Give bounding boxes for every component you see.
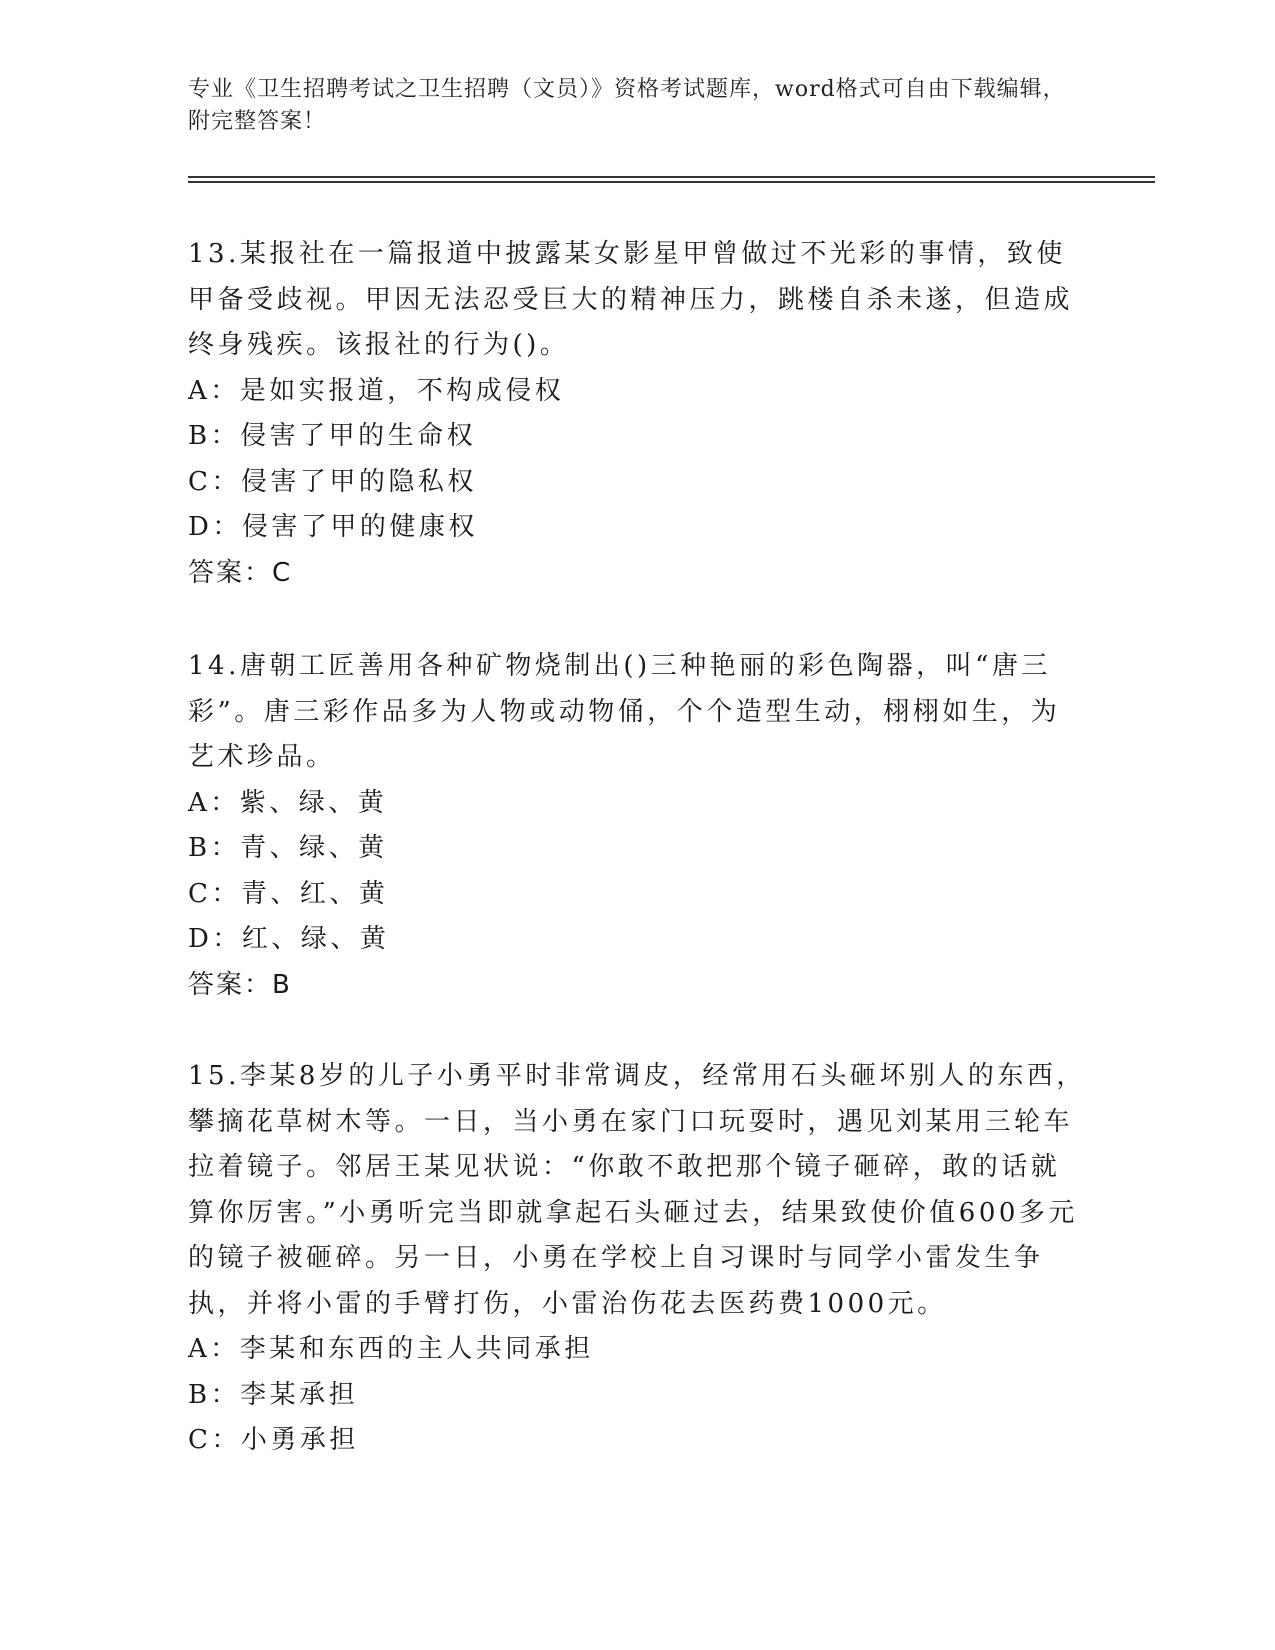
option-b[interactable]: B：李某承担: [188, 1379, 359, 1410]
document-header: 专业《卫生招聘考试之卫生招聘（文员）》资格考试题库，word格式可自由下载编辑，附完整答案！: [188, 77, 1066, 134]
question-13: [188, 232, 1088, 596]
option-list: [188, 1327, 1088, 1464]
answer-text: 答案：B: [188, 969, 292, 1000]
option-c[interactable]: C：青、红、黄: [188, 878, 389, 909]
option-b[interactable]: B：侵害了甲的生命权: [188, 421, 477, 451]
option-a[interactable]: A：紫、绿、黄: [188, 787, 388, 818]
question-stem: 14.唐朝工匠善用各种矿物烧制出()三种艳丽的彩色陶器，叫“唐三彩”。唐三彩作品多为人物或动物俑，个个造型生动，栩栩如生，为艺术珍品。: [188, 651, 1061, 772]
option-c[interactable]: C：侵害了甲的隐私权: [188, 466, 477, 497]
question-15: [188, 1054, 1088, 1464]
option-d[interactable]: D：红、绿、黄: [188, 924, 390, 954]
header-divider-top: [188, 176, 1155, 178]
option-list: [188, 369, 1088, 551]
option-b[interactable]: B：青、绿、黄: [188, 833, 388, 863]
question-stem: 15.李某8岁的儿子小勇平时非常调皮，经常用石头砸坏别人的东西，攀摘花草树木等。一日，当小勇在家门口玩耍时，遇见刘某用三轮车拉着镜子。邻居王某见状说：“你敢不敢把那个镜子砸碎，敢的话就算你厉害。”小勇听完当即就拿起石头砸过去，结果致使价值600多元的镜子被砸碎。另一日，小勇在学校上自习课时与同学小雷发生争执，并将小雷的手臂打伤，小雷治伤花去医药费1000元。: [188, 1061, 1086, 1319]
option-list: [188, 781, 1088, 963]
option-c[interactable]: C：小勇承担: [188, 1425, 359, 1455]
question-14: [188, 644, 1088, 1008]
option-a[interactable]: A：是如实报道，不构成侵权: [188, 375, 565, 406]
question-stem: 13.某报社在一篇报道中披露某女影星甲曾做过不光彩的事情，致使甲备受歧视。甲因无法忍受巨大的精神压力，跳楼自杀未遂，但造成终身残疾。该报社的行为()。: [188, 239, 1074, 360]
option-a[interactable]: A：李某和东西的主人共同承担: [188, 1334, 594, 1364]
header-divider-bottom: [188, 181, 1155, 183]
answer-text: 答案：C: [188, 557, 293, 588]
option-d[interactable]: D：侵害了甲的健康权: [188, 512, 478, 542]
